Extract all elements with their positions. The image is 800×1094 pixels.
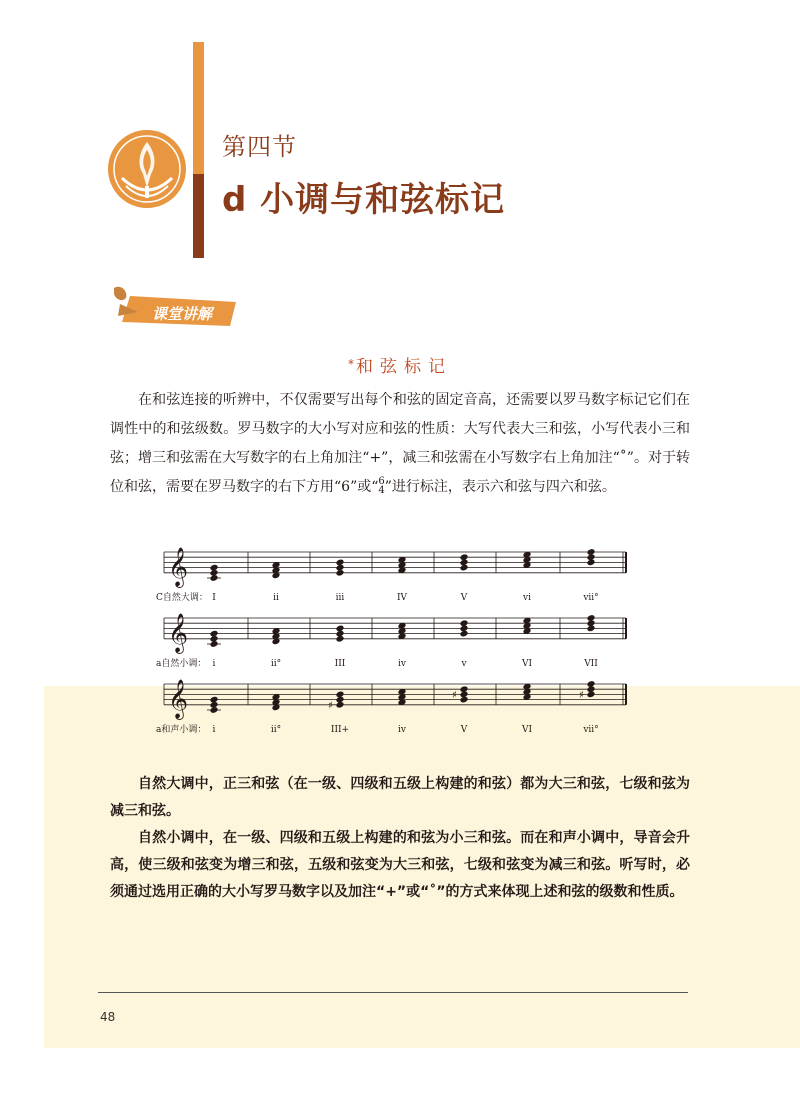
star-icon: * [348,357,356,371]
chord-numeral: vi [523,593,531,603]
summary-paragraph-2: 自然小调中，在一级、四级和五级上构建的和弦为小三和弦。而在和声小调中，导音会升高，使三级和弦变为增三和弦，五级和弦变为大三和弦，七级和弦变为减三和弦。听写时，必须通过选用正确的大小写罗马数字以及加注“+”或“˚”的方式来体现上述和弦的级数和性质。 [110,830,690,900]
chord-numeral: I [212,593,216,603]
note-head [460,619,469,627]
note-head [460,553,469,561]
note-head [336,625,345,633]
note-head [336,691,345,699]
sharp-icon: ♯ [579,689,584,701]
chord-numeral: iii [335,593,345,603]
intro-text-before: 在和弦连接的听辨中，不仅需要写出每个和弦的固定音高，还需要以罗马数字标记它们在调性中的和弦级数。罗马数字的大小写对应和弦的性质：大写代表大三和弦，小写代表小三和弦；增三和弦需在大写数字的右上角加注“+”，减三和弦需在小写数字右上角加注“˚”。对于转位和弦，需要在罗马数字的右下方用“6”或“ [110,392,690,495]
treble-clef-icon: 𝄞 [168,546,189,587]
note-head [460,685,469,693]
chord-numeral: III+ [330,725,350,735]
chord-numeral: vii° [583,725,599,735]
staff-key-label: a自然小调： [156,659,207,669]
chord-numeral: VI [521,725,533,735]
class-lecture-badge [108,282,240,328]
note-head [587,614,596,622]
chord-numeral: i [212,725,216,735]
chord-numeral: ii° [270,725,282,735]
note-head [336,559,345,567]
footer-rule [98,992,688,993]
subheading-text: 和弦标记 [356,357,452,377]
chord-staves [150,540,640,750]
summary-paragraph-1: 自然大调中，正三和弦（在一级、四级和五级上构建的和弦）都为大三和弦，七级和弦为减三和弦。 [110,776,690,819]
chord-numeral: III [334,659,346,669]
section-emblem-icon [106,128,188,210]
summary-block [110,771,690,906]
chord-numeral: vii° [583,593,599,603]
intro-text-after: ”进行标注，表示六和弦与四六和弦。 [384,479,616,495]
chord-numeral: V [460,725,468,735]
treble-clef-icon: 𝄞 [168,612,189,653]
note-head [210,696,219,704]
chord-numeral: iv [398,725,406,735]
sharp-icon: ♯ [452,689,457,701]
note-head [587,680,596,688]
section-title: d 小调与和弦标记 [222,180,506,220]
chord-numeral: v [461,659,467,669]
badge-label: 课堂讲解 [152,305,213,323]
chord-numeral: VII [584,659,598,669]
section-number: 第四节 [222,133,297,161]
note-head [210,630,219,638]
note-head [587,548,596,556]
chord-numeral: ii° [270,659,282,669]
header-bar-light [193,42,204,174]
chord-numeral: VI [521,659,533,669]
page-number: 48 [100,1010,116,1024]
staff-key-label: C自然大调： [156,593,208,603]
treble-clef-icon: 𝄞 [168,678,189,719]
chord-numeral: ii [273,593,279,603]
chord-numeral: IV [396,593,408,603]
note-head [210,564,219,572]
staff-key-label: a和声小调： [156,725,207,735]
chord-numeral: iv [398,659,406,669]
sharp-icon: ♯ [328,700,333,712]
intro-paragraph [110,386,690,502]
header-bar-dark [193,174,204,258]
fraction-top: 6 [378,476,385,487]
chord-numeral: V [460,593,468,603]
subheading [0,352,800,377]
chord-numeral: i [212,659,216,669]
fraction-bottom: 4 [378,485,385,496]
